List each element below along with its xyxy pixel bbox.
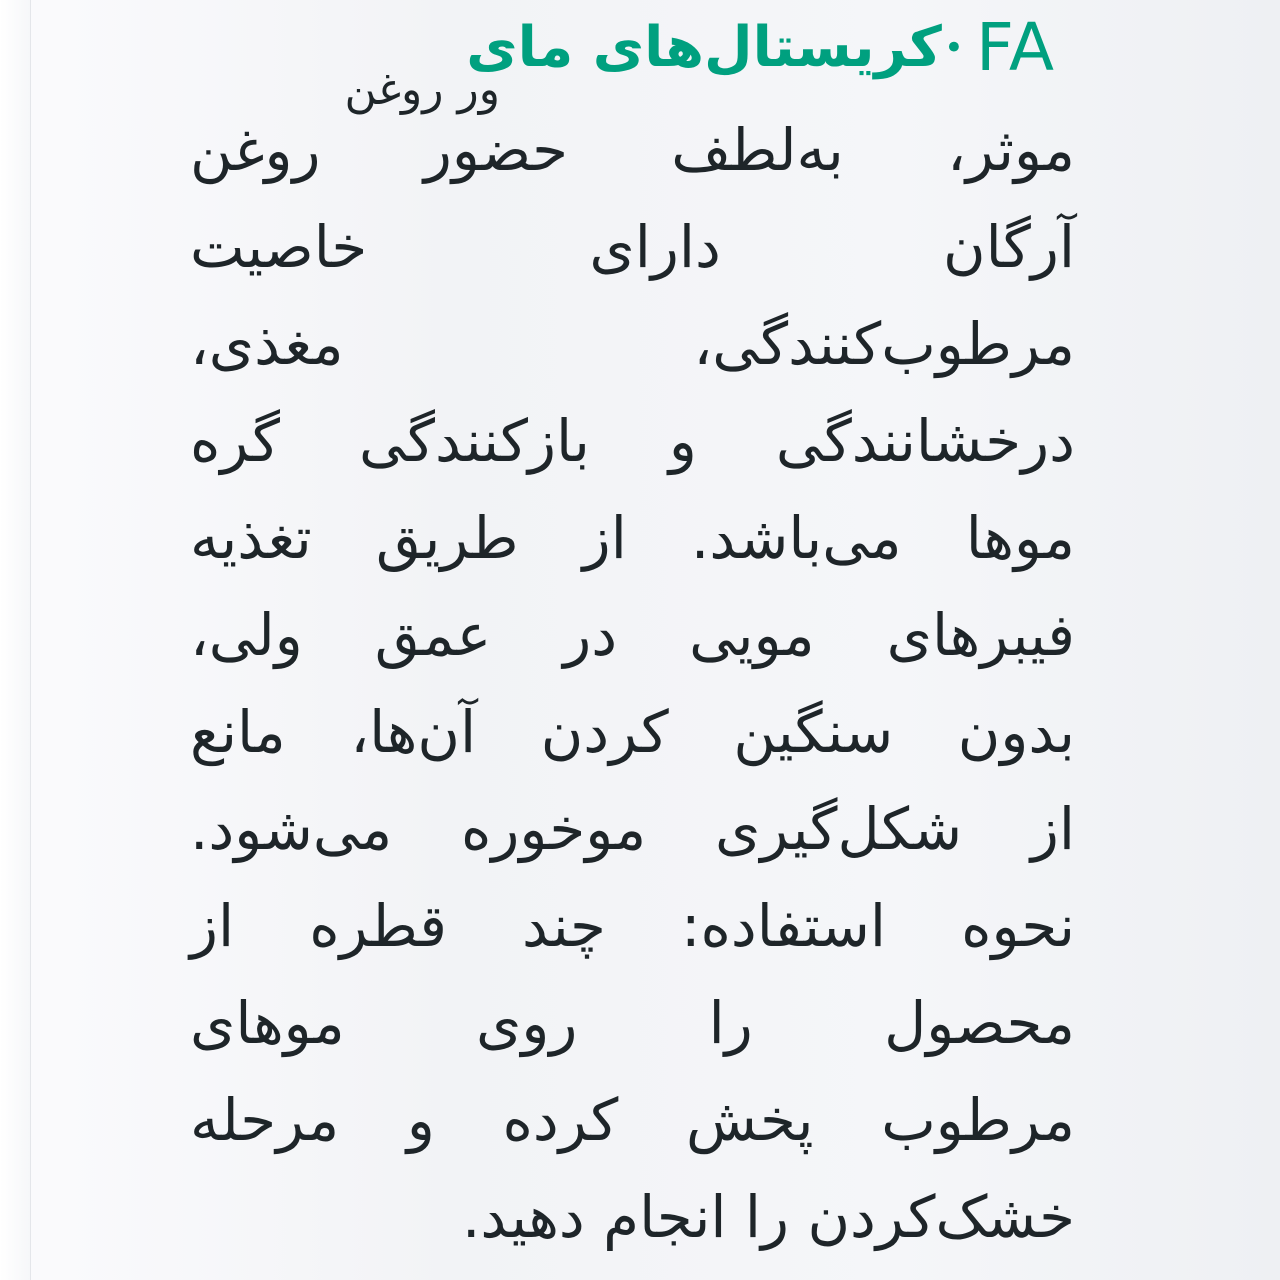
- overlapping-text-fragment: ور روغن: [344, 64, 500, 115]
- text-line: مرطوب پخش کرده و مرحله: [190, 1086, 1075, 1154]
- description-paragraph: [190, 102, 1075, 1266]
- text-line: بدون سنگین کردن آن‌ها، مانع: [190, 698, 1075, 766]
- product-heading: [466, 8, 1055, 88]
- text-line: از شکل‌گیری موخوره می‌شود.: [190, 795, 1075, 863]
- text-line: موها می‌باشد. از طریق تغذیه: [190, 504, 1075, 572]
- text-line: خشک‌کردن را انجام دهید.: [461, 1183, 1075, 1251]
- language-code: FA: [975, 9, 1055, 86]
- text-line: مرطوب‌کنندگی، مغذی،: [190, 310, 1075, 378]
- text-line: محصول را روی موهای: [190, 989, 1075, 1057]
- text-line: نحوه استفاده: چند قطره از: [190, 892, 1075, 960]
- text-line: موثر، به‌لطف حضور روغن: [190, 116, 1075, 184]
- page-left-edge: [0, 0, 31, 1280]
- text-line: فیبرهای مویی در عمق ولی،: [190, 601, 1075, 669]
- text-line: آرگان دارای خاصیت: [190, 213, 1075, 281]
- bullet-dot: •: [943, 28, 964, 68]
- product-name: کریستال‌های مای: [466, 15, 942, 80]
- text-line: درخشانندگی و بازکنندگی گره: [190, 407, 1075, 475]
